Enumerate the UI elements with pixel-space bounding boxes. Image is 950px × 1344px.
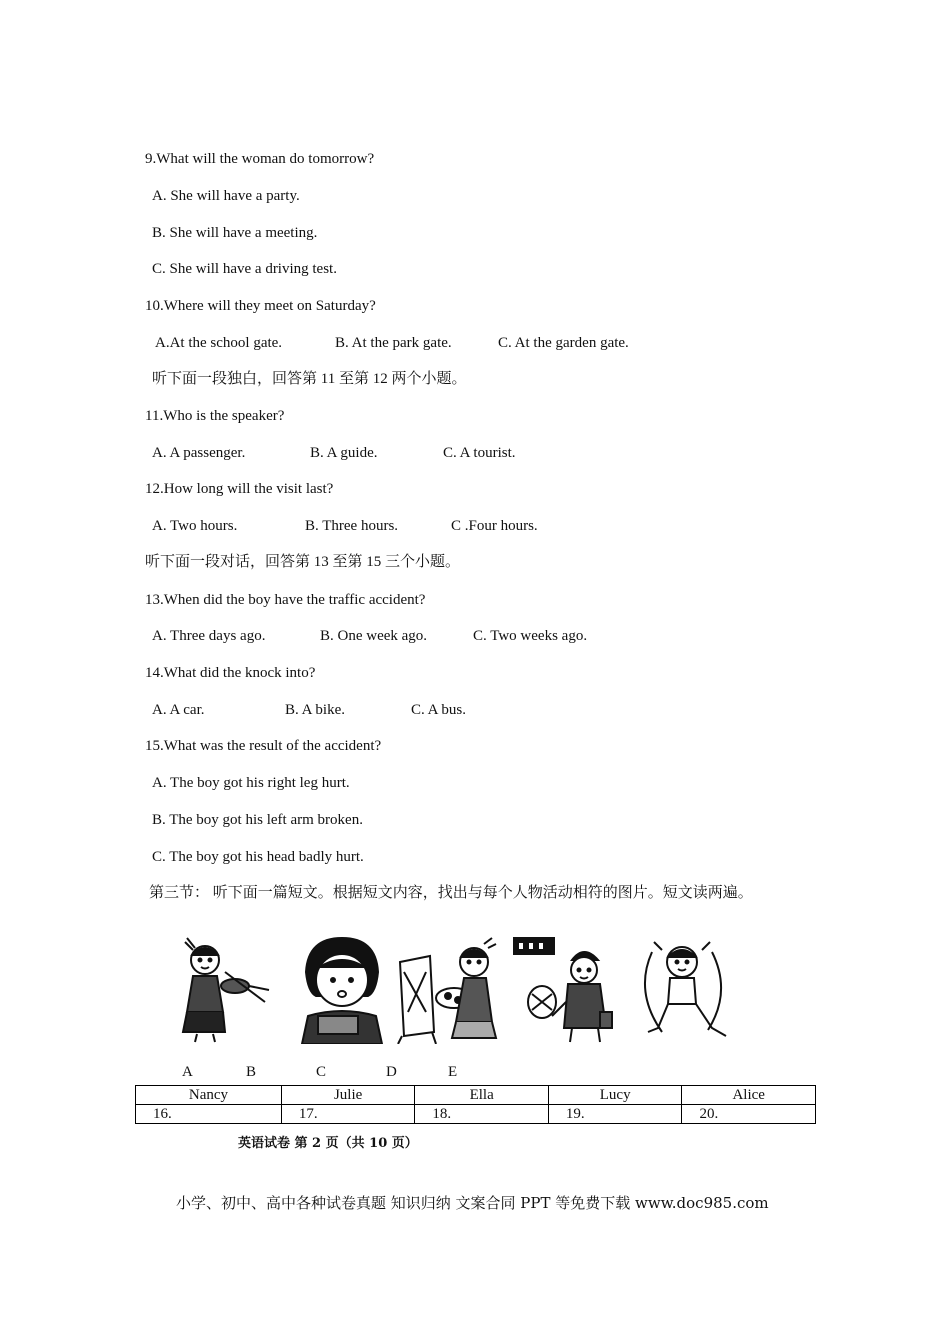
q12-option-b: B. Three hours. <box>305 518 399 534</box>
girl-cooking-icon <box>512 932 620 1044</box>
girl-eating-icon <box>288 932 396 1044</box>
answer-cell[interactable]: 20. <box>682 1105 816 1124</box>
answers-row <box>136 1105 816 1124</box>
q11-option-c: C. A tourist. <box>443 445 516 461</box>
answer-cell[interactable]: 19. <box>548 1105 682 1124</box>
picture-letter-e: E <box>448 1064 458 1080</box>
q10-option-c: C. At the garden gate. <box>498 335 629 351</box>
q13-option-b: B. One week ago. <box>320 628 428 644</box>
q12-option-a: A. Two hours. <box>152 518 238 534</box>
page-footer: 英语试卷 第 2 页（共 10 页） <box>238 1136 418 1151</box>
girl-violin-icon <box>165 932 273 1044</box>
question-12-stem: 12.How long will the visit last? <box>145 481 334 497</box>
picture-letter-d: D <box>386 1064 397 1080</box>
answer-cell[interactable]: 16. <box>136 1105 282 1124</box>
q12-option-c: C .Four hours. <box>451 518 538 534</box>
site-ad-text: 小学、初中、高中各种试卷真题 知识归纳 文案合同 PPT 等免费下载 www.doc985.com <box>176 1194 769 1212</box>
dialogue-instruction: 听下面一段对话，回答第 13 至第 15 三个小题。 <box>145 554 461 570</box>
question-14-stem: 14.What did the knock into? <box>145 665 316 681</box>
section3-instruction: 第三节： 听下面一篇短文。根据短文内容，找出与每个人物活动相符的图片。短文读两遍。 <box>149 885 753 901</box>
question-11-stem: 11.Who is the speaker? <box>145 408 285 424</box>
name-cell: Julie <box>281 1086 415 1105</box>
q9-option-b: B. She will have a meeting. <box>152 225 318 241</box>
answer-cell[interactable]: 17. <box>281 1105 415 1124</box>
girl-skipping-icon <box>632 932 740 1044</box>
girl-painting-icon <box>396 932 504 1044</box>
answer-cell[interactable]: 18. <box>415 1105 549 1124</box>
q11-option-a: A. A passenger. <box>152 445 246 461</box>
q9-option-a: A. She will have a party. <box>152 188 300 204</box>
picture-letter-a: A <box>182 1064 193 1080</box>
monologue-instruction: 听下面一段独白，回答第 11 至第 12 两个小题。 <box>152 371 467 387</box>
names-table <box>135 1085 816 1124</box>
question-13-stem: 13.When did the boy have the traffic accident? <box>145 592 426 608</box>
question-9-stem: 9.What will the woman do tomorrow? <box>145 151 375 167</box>
picture-row <box>160 932 760 1044</box>
name-cell: Ella <box>415 1086 549 1105</box>
question-10-stem: 10.Where will they meet on Saturday? <box>145 298 376 314</box>
q10-option-b: B. At the park gate. <box>335 335 452 351</box>
name-cell: Nancy <box>136 1086 282 1105</box>
q15-option-b: B. The boy got his left arm broken. <box>152 812 363 828</box>
q9-option-c: C. She will have a driving test. <box>152 261 337 277</box>
q13-option-a: A. Three days ago. <box>152 628 266 644</box>
q14-option-a: A. A car. <box>152 702 205 718</box>
names-row <box>136 1086 816 1105</box>
q15-option-c: C. The boy got his head badly hurt. <box>152 849 364 865</box>
question-15-stem: 15.What was the result of the accident? <box>145 738 382 754</box>
q13-option-c: C. Two weeks ago. <box>473 628 588 644</box>
q15-option-a: A. The boy got his right leg hurt. <box>152 775 350 791</box>
q14-option-c: C. A bus. <box>411 702 467 718</box>
picture-letter-c: C <box>316 1064 327 1080</box>
q10-option-a: A.At the school gate. <box>155 335 283 351</box>
name-cell: Lucy <box>548 1086 682 1105</box>
picture-letter-b: B <box>246 1064 257 1080</box>
name-cell: Alice <box>682 1086 816 1105</box>
q11-option-b: B. A guide. <box>310 445 378 461</box>
q14-option-b: B. A bike. <box>285 702 346 718</box>
